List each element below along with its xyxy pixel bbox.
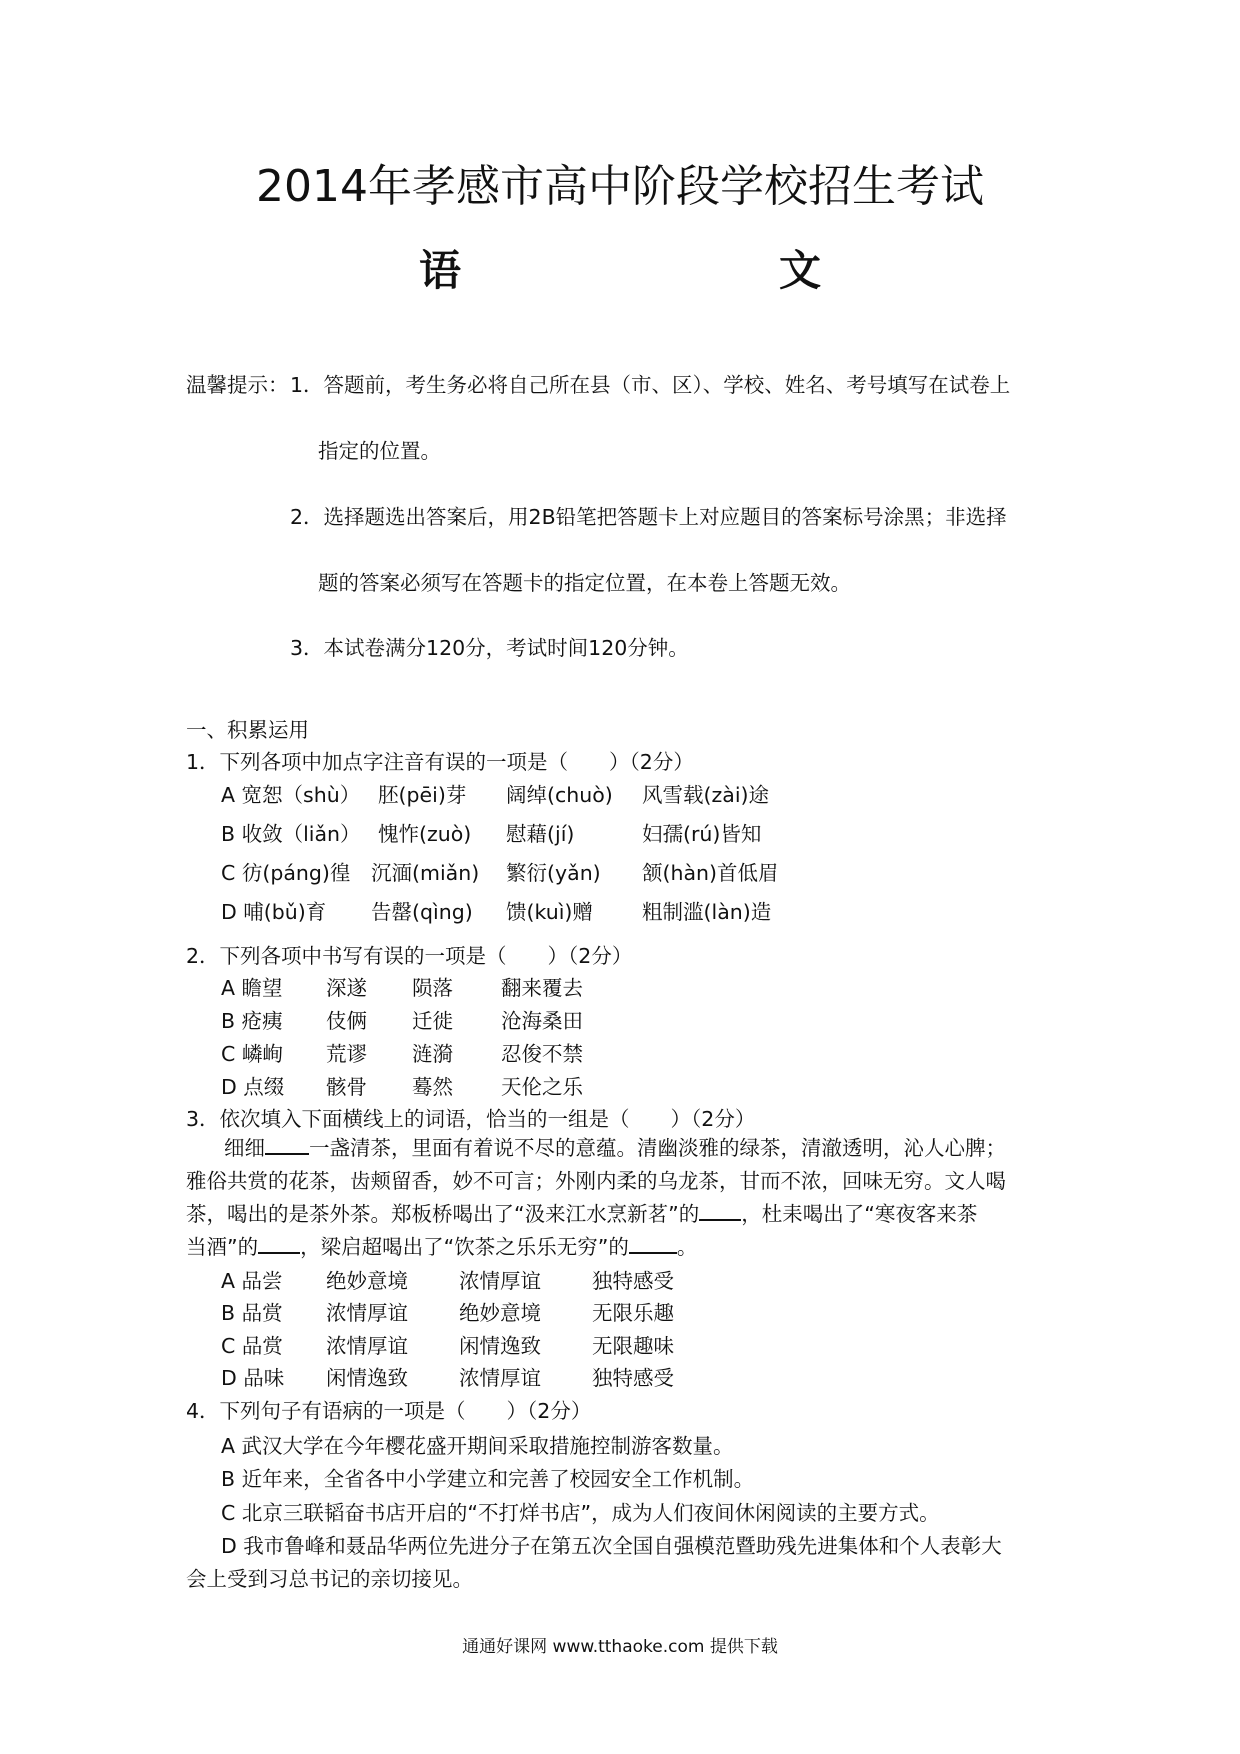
option-cell: 陨落 [412,976,453,1000]
option-cell: 颔(hàn)首低眉 [642,861,779,885]
option-cell: 绝妙意境 [459,1301,541,1325]
question-3-stem: 3．依次填入下面横线上的词语，恰当的一组是（ ）（2分） [186,1107,756,1131]
passage-text: 细细 [224,1136,265,1160]
option-cell: C 品赏 [221,1334,283,1358]
option-cell: 浓情厚谊 [326,1334,408,1358]
question-4-option-c: C 北京三联韬奋书店开启的“不打烊书店”，成为人们夜间休闲阅读的主要方式。 [221,1501,940,1525]
option-cell: 阔绰(chuò) [506,783,613,807]
option-cell: 独特感受 [592,1366,674,1390]
option-cell: 闲情逸致 [459,1334,541,1358]
option-cell: 绝妙意境 [326,1269,408,1293]
question-4-option-d-line-2: 会上受到习总书记的亲切接见。 [186,1567,473,1591]
option-cell: 无限趣味 [592,1334,674,1358]
option-cell: 伎俩 [326,1009,367,1033]
fill-blank [699,1199,741,1221]
passage-line [186,1231,1056,1264]
option-cell: D 品味 [221,1366,285,1390]
option-cell: A 瞻望 [221,976,283,1000]
passage-text: 茶，喝出的是茶外茶。郑板桥喝出了“汲来江水烹新茗”的 [186,1202,700,1226]
question-4-option-a: A 武汉大学在今年樱花盛开期间采取措施控制游客数量。 [221,1434,734,1458]
notice-label: 温馨提示： [186,373,289,397]
option-cell: A 品尝 [221,1269,283,1293]
subject-title: 语 文 [418,246,899,295]
option-cell: 慰藉(jí) [506,822,575,846]
option-cell: C 嶙峋 [221,1042,283,1066]
question-4-stem: 4．下列句子有语病的一项是（ ）（2分） [186,1399,592,1423]
question-3-passage [186,1132,1056,1264]
option-cell: 涟漪 [412,1042,453,1066]
question-4-option-b: B 近年来，全省各中小学建立和完善了校园安全工作机制。 [221,1467,755,1491]
passage-text: ，梁启超喝出了“饮茶之乐乐无穷”的 [300,1235,629,1259]
option-cell: 愧怍(zuò) [378,822,472,846]
option-cell: 独特感受 [592,1269,674,1293]
passage-line [186,1132,1056,1165]
fill-blank [258,1232,300,1254]
option-cell: 繁衍(yǎn) [506,861,601,885]
option-cell: 无限乐趣 [592,1301,674,1325]
option-cell: 忍俊不禁 [501,1042,583,1066]
exam-title: 2014年孝感市高中阶段学校招生考试 [256,161,984,212]
passage-line [186,1198,1056,1231]
question-2-stem: 2．下列各项中书写有误的一项是（ ）（2分） [186,944,633,968]
notice-item-3: 3．本试卷满分120分，考试时间120分钟。 [290,636,689,660]
section-heading: 一、积累运用 [186,718,309,742]
option-cell: 馈(kuì)赠 [506,900,593,924]
question-1-stem: 1．下列各项中加点字注音有误的一项是（ ）（2分） [186,750,694,774]
option-cell: 浓情厚谊 [459,1269,541,1293]
option-cell: C 彷(páng)徨 [221,861,351,885]
option-cell: 荒谬 [326,1042,367,1066]
option-cell: 蓦然 [412,1075,453,1099]
option-cell: 迁徙 [412,1009,453,1033]
option-cell: 浓情厚谊 [326,1301,408,1325]
option-cell: B 疮痍 [221,1009,283,1033]
option-cell: 粗制滥(làn)造 [642,900,772,924]
notice-item-1-line-2: 指定的位置。 [318,439,441,463]
option-cell: 沉湎(miǎn) [371,861,480,885]
passage-text: 雅俗共赏的花茶，齿颊留香，妙不可言；外刚内柔的乌龙茶，甘而不浓，回味无穷。文人喝 [186,1169,1006,1193]
page-footer: 通通好课网 www.tthaoke.com 提供下载 [462,1637,778,1657]
option-cell: D 点缀 [221,1075,285,1099]
option-cell: A 宽恕（shù） [221,783,361,807]
option-cell: 翻来覆去 [501,976,583,1000]
option-cell: 告罄(qìng) [371,900,473,924]
notice-item-2-line-1: 2．选择题选出答案后，用2B铅笔把答题卡上对应题目的答案标号涂黑；非选择 [290,505,1007,529]
fill-blank [265,1133,309,1155]
option-cell: D 哺(bǔ)育 [221,900,327,924]
question-4-option-d-line-1: D 我市鲁峰和聂品华两位先进分子在第五次全国自强模范暨助残先进集体和个人表彰大 [221,1534,1002,1558]
passage-text: ，杜耒喝出了“寒夜客来茶 [741,1202,978,1226]
option-cell: B 品赏 [221,1301,283,1325]
option-cell: 闲情逸致 [326,1366,408,1390]
notice-item-2-line-2: 题的答案必须写在答题卡的指定位置，在本卷上答题无效。 [318,571,851,595]
option-cell: 胚(pēi)芽 [378,783,467,807]
option-cell: 骸骨 [326,1075,367,1099]
option-cell: 妇孺(rú)皆知 [642,822,762,846]
passage-text: 一盏清茶，里面有着说不尽的意蕴。清幽淡雅的绿茶，清澈透明，沁人心脾； [309,1136,1006,1160]
option-cell: 深遂 [326,976,367,1000]
fill-blank [629,1232,677,1254]
passage-line [186,1165,1056,1198]
option-cell: 沧海桑田 [501,1009,583,1033]
passage-text: 当酒”的 [186,1235,259,1259]
passage-text: 。 [676,1235,698,1259]
option-cell: 天伦之乐 [501,1075,583,1099]
option-cell: 风雪载(zài)途 [642,783,770,807]
option-cell: B 收敛（liǎn） [221,822,361,846]
notice-item-1-line-1: 1．答题前，考生务必将自己所在县（市、区）、学校、姓名、考号填写在试卷上 [290,373,1011,397]
option-cell: 浓情厚谊 [459,1366,541,1390]
